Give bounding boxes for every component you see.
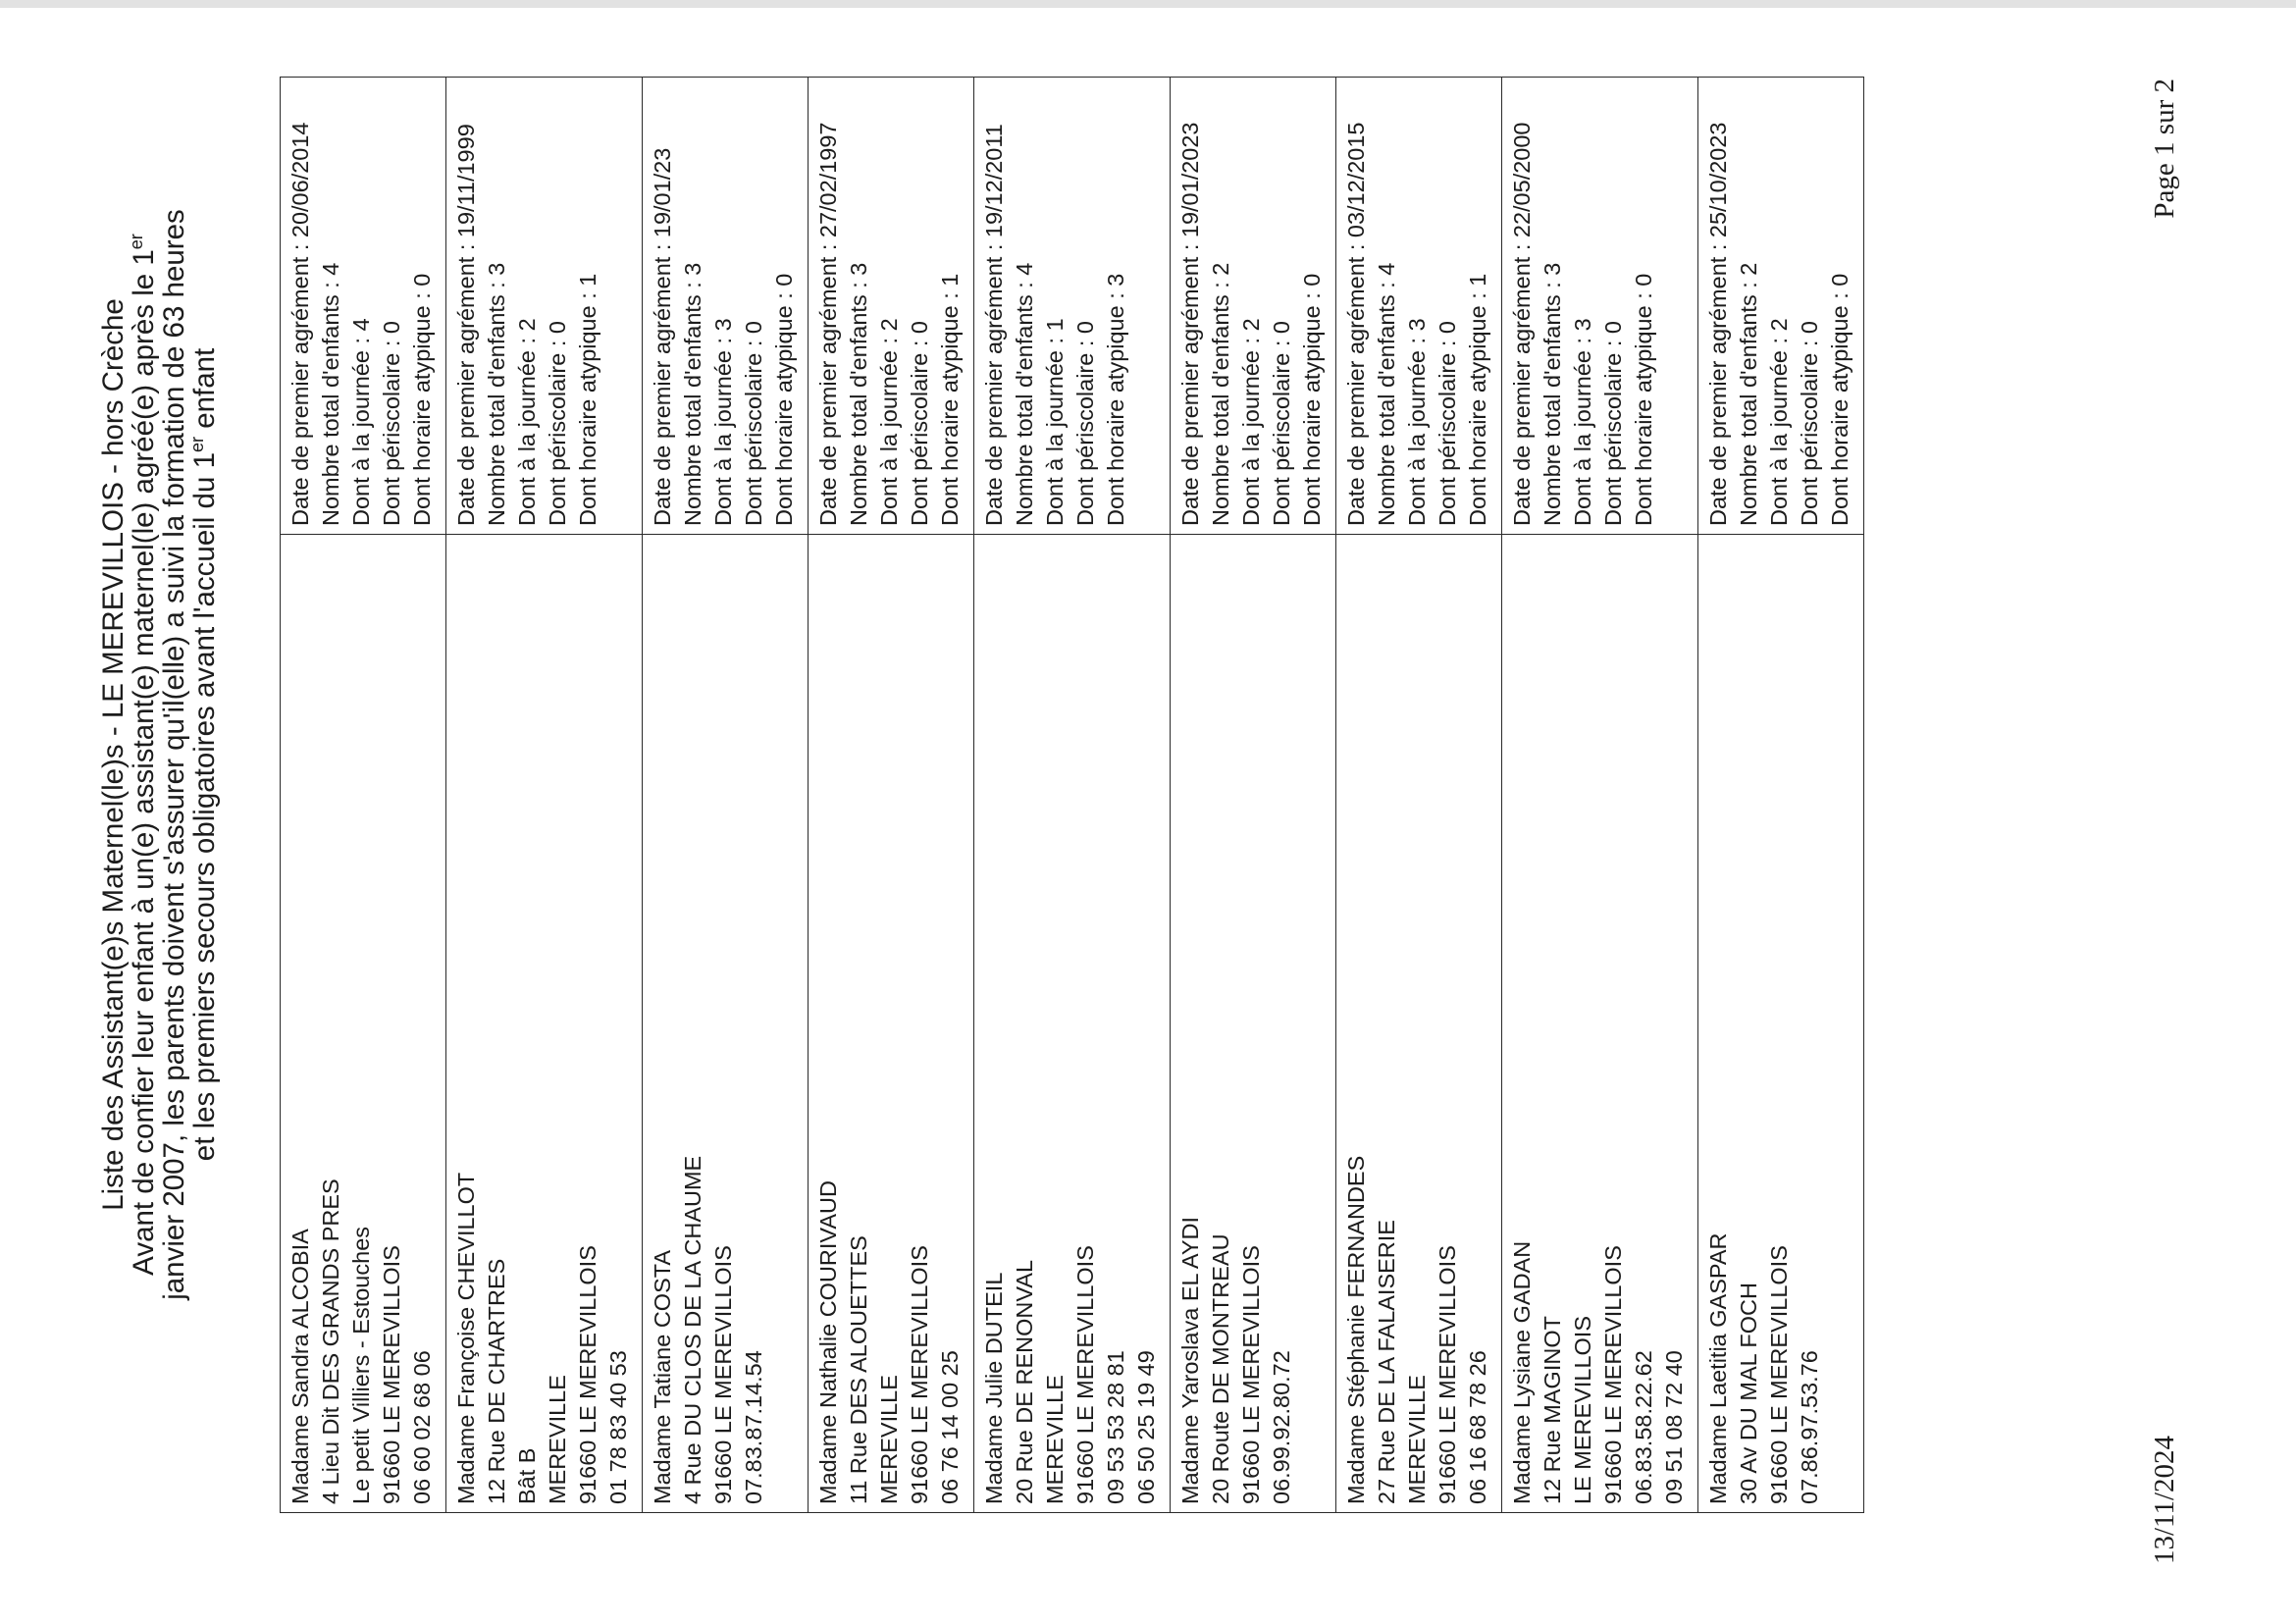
assistant-contact-cell <box>446 535 643 1513</box>
contact-line: 06.99.92.80.72 <box>1269 1350 1294 1504</box>
assistant-name: Madame Tatiane COSTA <box>650 1249 675 1504</box>
detail-line: Dont à la journée : 4 <box>348 318 374 526</box>
contact-line: 12 Rue MAGINOT <box>1539 1316 1565 1504</box>
title-line: Liste des Assistant(e)s Maternel(le)s - LE MEREVILLOIS - hors Crèche <box>97 298 130 1211</box>
assistant-row <box>281 78 446 1513</box>
contact-line: LE MEREVILLOIS <box>1570 1316 1595 1504</box>
assistant-contact-cell <box>974 535 1171 1513</box>
detail-line: Date de premier agrément : 22/05/2000 <box>1509 122 1535 526</box>
detail-line: Dont horaire atypique : 0 <box>1299 273 1325 526</box>
detail-line: Nombre total d'enfants : 4 <box>1012 262 1037 526</box>
contact-line: 20 Rue DE RENONVAL <box>1012 1259 1037 1504</box>
detail-line: Nombre total d'enfants : 4 <box>1374 262 1399 526</box>
contact-line: 91660 LE MEREVILLOIS <box>1766 1245 1792 1504</box>
assistant-name: Madame Lysiane GADAN <box>1509 1240 1535 1504</box>
contact-line: 91660 LE MEREVILLOIS <box>1600 1245 1626 1504</box>
assistant-contact-cell <box>643 535 809 1513</box>
contact-line: 06.83.58.22.62 <box>1631 1350 1656 1504</box>
assistant-name: Madame Laetitia GASPAR <box>1705 1232 1731 1504</box>
assistant-contact-cell <box>1698 535 1864 1513</box>
detail-line: Dont horaire atypique : 0 <box>1631 273 1656 526</box>
detail-line: Date de premier agrément : 27/02/1997 <box>815 122 841 526</box>
detail-line: Dont à la journée : 2 <box>514 318 540 526</box>
detail-line: Dont périscolaire : 0 <box>1435 321 1460 526</box>
approval-details-cell <box>446 78 643 535</box>
approval-details-cell <box>974 78 1171 535</box>
detail-line: Date de premier agrément : 19/01/23 <box>650 147 675 526</box>
assistants-table <box>280 77 1864 1513</box>
detail-line: Dont périscolaire : 0 <box>1600 321 1626 526</box>
detail-line: Nombre total d'enfants : 4 <box>318 262 343 526</box>
assistant-row <box>643 78 809 1513</box>
contact-line: MEREVILLE <box>545 1375 570 1504</box>
contact-line: 4 Rue DU CLOS DE LA CHAUME <box>680 1155 705 1504</box>
contact-line: Le petit Villiers - Estouches <box>348 1226 374 1504</box>
detail-line: Nombre total d'enfants : 2 <box>1736 262 1761 526</box>
title-line: Avant de confier leur enfant à un(e) assistant(e) maternel(le) agréé(e) après le 1er <box>127 234 160 1276</box>
assistant-row <box>1698 78 1864 1513</box>
approval-details-cell <box>1336 78 1502 535</box>
contact-line: Bât B <box>514 1447 540 1504</box>
assistant-row <box>809 78 974 1513</box>
contact-line: 06 60 02 68 06 <box>409 1350 435 1504</box>
approval-details-cell <box>1698 78 1864 535</box>
assistant-contact-cell <box>1336 535 1502 1513</box>
detail-line: Dont horaire atypique : 0 <box>409 273 435 526</box>
contact-line: 06 16 68 78 26 <box>1465 1350 1490 1504</box>
detail-line: Nombre total d'enfants : 3 <box>680 262 705 526</box>
detail-line: Dont à la journée : 2 <box>1766 318 1792 526</box>
contact-line: 91660 LE MEREVILLOIS <box>1238 1245 1264 1504</box>
contact-line: 07.83.87.14.54 <box>741 1350 766 1504</box>
page-number: Page 1 sur 2 <box>2149 79 2180 219</box>
title-line: et les premiers secours obligatoires avant l'accueil du 1er enfant <box>187 347 221 1162</box>
assistant-row <box>974 78 1171 1513</box>
detail-line: Dont périscolaire : 0 <box>1269 321 1294 526</box>
contact-line: 06 50 25 19 49 <box>1133 1350 1159 1504</box>
contact-line: 91660 LE MEREVILLOIS <box>1435 1245 1460 1504</box>
document-title <box>98 53 220 1456</box>
assistant-contact-cell <box>1502 535 1698 1513</box>
contact-line: 91660 LE MEREVILLOIS <box>710 1245 736 1504</box>
detail-line: Dont horaire atypique : 1 <box>937 273 963 526</box>
assistant-name: Madame Françoise CHEVILLOT <box>453 1172 479 1504</box>
contact-line: 06 76 14 00 25 <box>937 1350 963 1504</box>
contact-line: 20 Route DE MONTREAU <box>1208 1233 1233 1504</box>
detail-line: Date de premier agrément : 19/11/1999 <box>453 124 479 526</box>
assistant-row <box>1502 78 1698 1513</box>
assistant-name: Madame Yaroslava EL AYDI <box>1177 1216 1203 1504</box>
title-line: janvier 2007, les parents doivent s'assurer qu'il(elle) a suivi la formation de 63 heures <box>158 209 190 1300</box>
detail-line: Dont à la journée : 3 <box>1404 318 1430 526</box>
detail-line: Nombre total d'enfants : 3 <box>846 262 871 526</box>
detail-line: Nombre total d'enfants : 3 <box>484 262 509 526</box>
contact-line: 09 53 53 28 81 <box>1103 1350 1128 1504</box>
detail-line: Date de premier agrément : 25/10/2023 <box>1705 122 1731 526</box>
contact-line: 91660 LE MEREVILLOIS <box>379 1245 404 1504</box>
print-date: 13/11/2024 <box>2149 1435 2180 1564</box>
contact-line: 27 Rue DE LA FALAISERIE <box>1374 1220 1399 1504</box>
detail-line: Dont horaire atypique : 1 <box>575 273 600 526</box>
detail-line: Nombre total d'enfants : 3 <box>1539 262 1565 526</box>
detail-line: Nombre total d'enfants : 2 <box>1208 262 1233 526</box>
assistant-name: Madame Nathalie COURIVAUD <box>815 1180 841 1504</box>
detail-line: Dont horaire atypique : 0 <box>1827 273 1852 526</box>
detail-line: Dont périscolaire : 0 <box>1072 321 1098 526</box>
approval-details-cell <box>281 78 446 535</box>
assistant-contact-cell <box>281 535 446 1513</box>
detail-line: Dont horaire atypique : 3 <box>1103 273 1128 526</box>
approval-details-cell <box>643 78 809 535</box>
contact-line: MEREVILLE <box>1404 1375 1430 1504</box>
assistant-row <box>1336 78 1502 1513</box>
contact-line: 09 51 08 72 40 <box>1661 1350 1687 1504</box>
detail-line: Dont périscolaire : 0 <box>379 321 404 526</box>
detail-line: Dont à la journée : 1 <box>1042 318 1068 526</box>
detail-line: Date de premier agrément : 19/12/2011 <box>981 124 1007 526</box>
detail-line: Date de premier agrément : 20/06/2014 <box>287 122 313 526</box>
contact-line: 30 Av DU MAL FOCH <box>1736 1283 1761 1504</box>
contact-line: MEREVILLE <box>876 1375 902 1504</box>
detail-line: Dont périscolaire : 0 <box>545 321 570 526</box>
detail-line: Dont à la journée : 3 <box>1570 318 1595 526</box>
contact-line: 11 Rue DES ALOUETTES <box>846 1235 871 1504</box>
assistant-contact-cell <box>1171 535 1336 1513</box>
contact-line: 12 Rue DE CHARTRES <box>484 1258 509 1504</box>
detail-line: Date de premier agrément : 19/01/2023 <box>1177 122 1203 526</box>
detail-line: Date de premier agrément : 03/12/2015 <box>1343 122 1369 526</box>
assistant-row <box>446 78 643 1513</box>
contact-line: 91660 LE MEREVILLOIS <box>575 1245 600 1504</box>
detail-line: Dont périscolaire : 0 <box>1797 321 1822 526</box>
assistant-name: Madame Julie DUTEIL <box>981 1272 1007 1504</box>
contact-line: 01 78 83 40 53 <box>605 1350 631 1504</box>
contact-line: MEREVILLE <box>1042 1375 1068 1504</box>
approval-details-cell <box>1171 78 1336 535</box>
contact-line: 91660 LE MEREVILLOIS <box>1072 1245 1098 1504</box>
detail-line: Dont périscolaire : 0 <box>741 321 766 526</box>
approval-details-cell <box>1502 78 1698 535</box>
detail-line: Dont à la journée : 3 <box>710 318 736 526</box>
detail-line: Dont à la journée : 2 <box>876 318 902 526</box>
contact-line: 91660 LE MEREVILLOIS <box>907 1245 932 1504</box>
detail-line: Dont horaire atypique : 0 <box>771 273 797 526</box>
detail-line: Dont horaire atypique : 1 <box>1465 273 1490 526</box>
detail-line: Dont périscolaire : 0 <box>907 321 932 526</box>
assistant-name: Madame Stéphanie FERNANDES <box>1343 1155 1369 1504</box>
assistant-name: Madame Sandra ALCOBIA <box>287 1229 313 1504</box>
detail-line: Dont à la journée : 2 <box>1238 318 1264 526</box>
contact-line: 07.86.97.53.76 <box>1797 1350 1822 1504</box>
assistant-row <box>1171 78 1336 1513</box>
approval-details-cell <box>809 78 974 535</box>
assistant-contact-cell <box>809 535 974 1513</box>
contact-line: 4 Lieu Dit DES GRANDS PRES <box>318 1178 343 1504</box>
